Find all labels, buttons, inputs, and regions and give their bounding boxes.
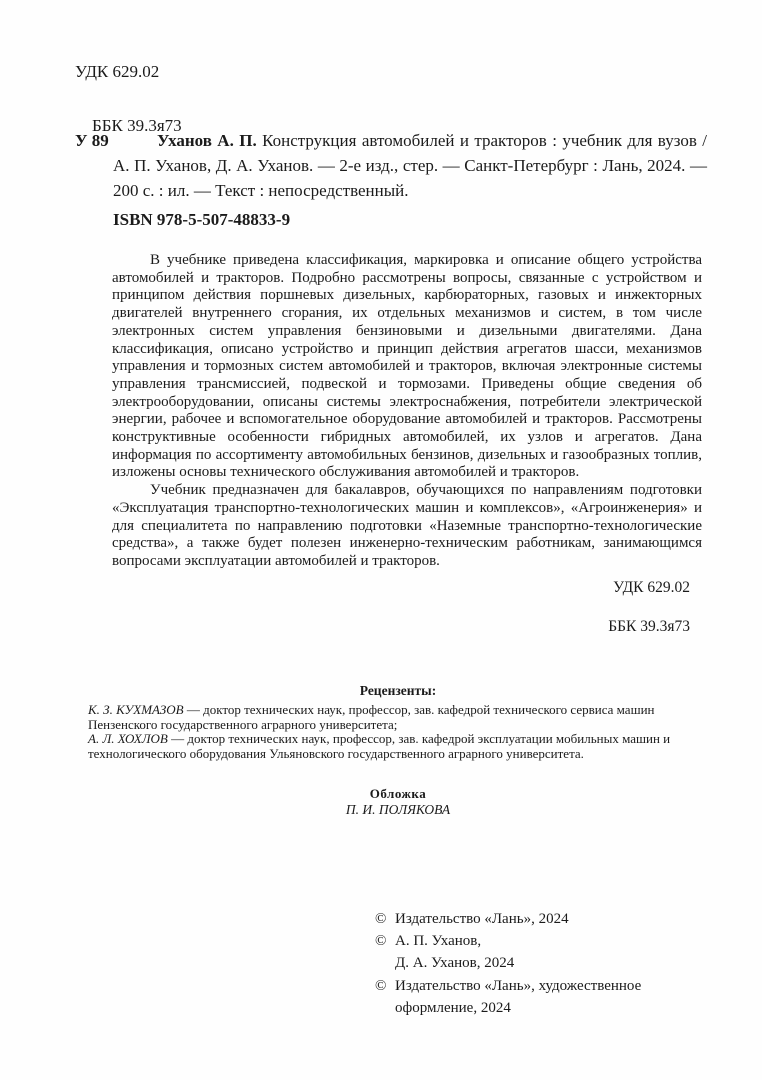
- classification-codes-right: [593, 578, 690, 656]
- cover-heading: Обложка: [369, 786, 427, 801]
- reviewer-item: [88, 703, 708, 733]
- copyright-text: Д. А. Уханов, 2024: [395, 955, 515, 972]
- udk-code-top: УДК 629.02: [75, 62, 160, 81]
- bbk-code-right: ББК 39.3я73: [608, 618, 690, 635]
- copyright-block: [375, 908, 641, 1019]
- reviewers-section: [88, 684, 708, 762]
- bbk-code-top: ББК 39.3я73: [92, 116, 182, 135]
- cover-credit-section: [88, 786, 708, 818]
- copyright-symbol: ©: [375, 977, 387, 994]
- copyright-symbol: ©: [375, 933, 387, 950]
- copyright-text: А. П. Уханов,: [395, 933, 482, 950]
- copyright-text: Издательство «Лань», художественное: [395, 977, 642, 994]
- copyright-line: [375, 997, 641, 1019]
- entry-description: Конструкция автомобилей и тракторов : учебник для вузов / А. П. Уханов, Д. А. Уханов. — 2-е изд., стер. — Санкт-Петербург : Лань, 2024. — 200 с. : ил. — Текст : непосредственный.: [113, 131, 707, 200]
- isbn-number: ISBN 978-5-507-48833-9: [113, 210, 291, 229]
- bibliographic-entry: [75, 128, 707, 203]
- reviewer-description: — доктор технических наук, профессор, зав. кафедрой технического сервиса машин Пензенского государственного аграрного университета;: [88, 701, 655, 732]
- copyright-line: [375, 930, 641, 952]
- copyright-text: Издательство «Лань», 2024: [395, 911, 569, 927]
- copyright-line: [375, 975, 641, 997]
- reviewer-description: — доктор технических наук, профессор, зав. кафедрой эксплуатации мобильных машин и технологического оборудования Ульяновского государственного аграрного университета.: [88, 731, 671, 762]
- copyright-symbol: ©: [375, 911, 387, 927]
- entry-author: Уханов А. П.: [157, 131, 257, 150]
- copyright-line: [375, 908, 641, 930]
- reviewer-name: К. З. КУХМАЗОВ: [88, 701, 184, 717]
- annotation-block: [112, 252, 702, 571]
- reviewer-name: А. Л. ХОХЛОВ: [88, 731, 168, 747]
- entry-code: У 89: [75, 131, 109, 150]
- annotation-paragraph-2: Учебник предназначен для бакалавров, обучающихся по направлениям подготовки «Эксплуатация транспортно-технологических машин и комплексов», «Агроинженерия» и для специалитета по направлению подготовки «Наземные транспортно-технологические средства», а также будет полезен инженерно-техническим работникам, занимающимся вопросами эксплуатации автомобилей и тракторов.: [112, 482, 702, 569]
- cover-artist-name: П. И. ПОЛЯКОВА: [345, 802, 451, 817]
- copyright-line: [375, 952, 641, 974]
- copyright-text: оформление, 2024: [395, 999, 511, 1016]
- annotation-paragraph-1: В учебнике приведена классификация, маркировка и описание общего устройства автомобилей и тракторов. Подробно рассмотрены вопросы, связанные с устройством и принципом действия поршневых дизельных, карбюраторных, газовых и инжекторных двигателей внутреннего сгорания, их отдельных механизмов и систем, в том числе электронных систем управления бензиновыми и дизельными двигателями. Дана классификация, описано устройство и принцип действия агрегатов шасси, механизмов управления и тормозных систем автомобилей и тракторов, включая электронные системы управления трансмиссией, подвеской и тормозами. Приведены общие сведения об электрооборудовании, описаны системы электроснабжения, потребители электрической энергии, рабочее и вспомогательное оборудование автомобилей и тракторов. Рассмотрены конструктивные особенности гибридных автомобилей, их узлов и агрегатов. Дана информация по ассортименту автомобильных бензинов, дизельных и газообразных топлив, изложены основы технического обслуживания автомобилей и тракторов.: [112, 252, 702, 481]
- reviewers-heading: Рецензенты:: [359, 683, 437, 698]
- udk-code-right: УДК 629.02: [613, 579, 690, 596]
- reviewer-item: [88, 732, 708, 762]
